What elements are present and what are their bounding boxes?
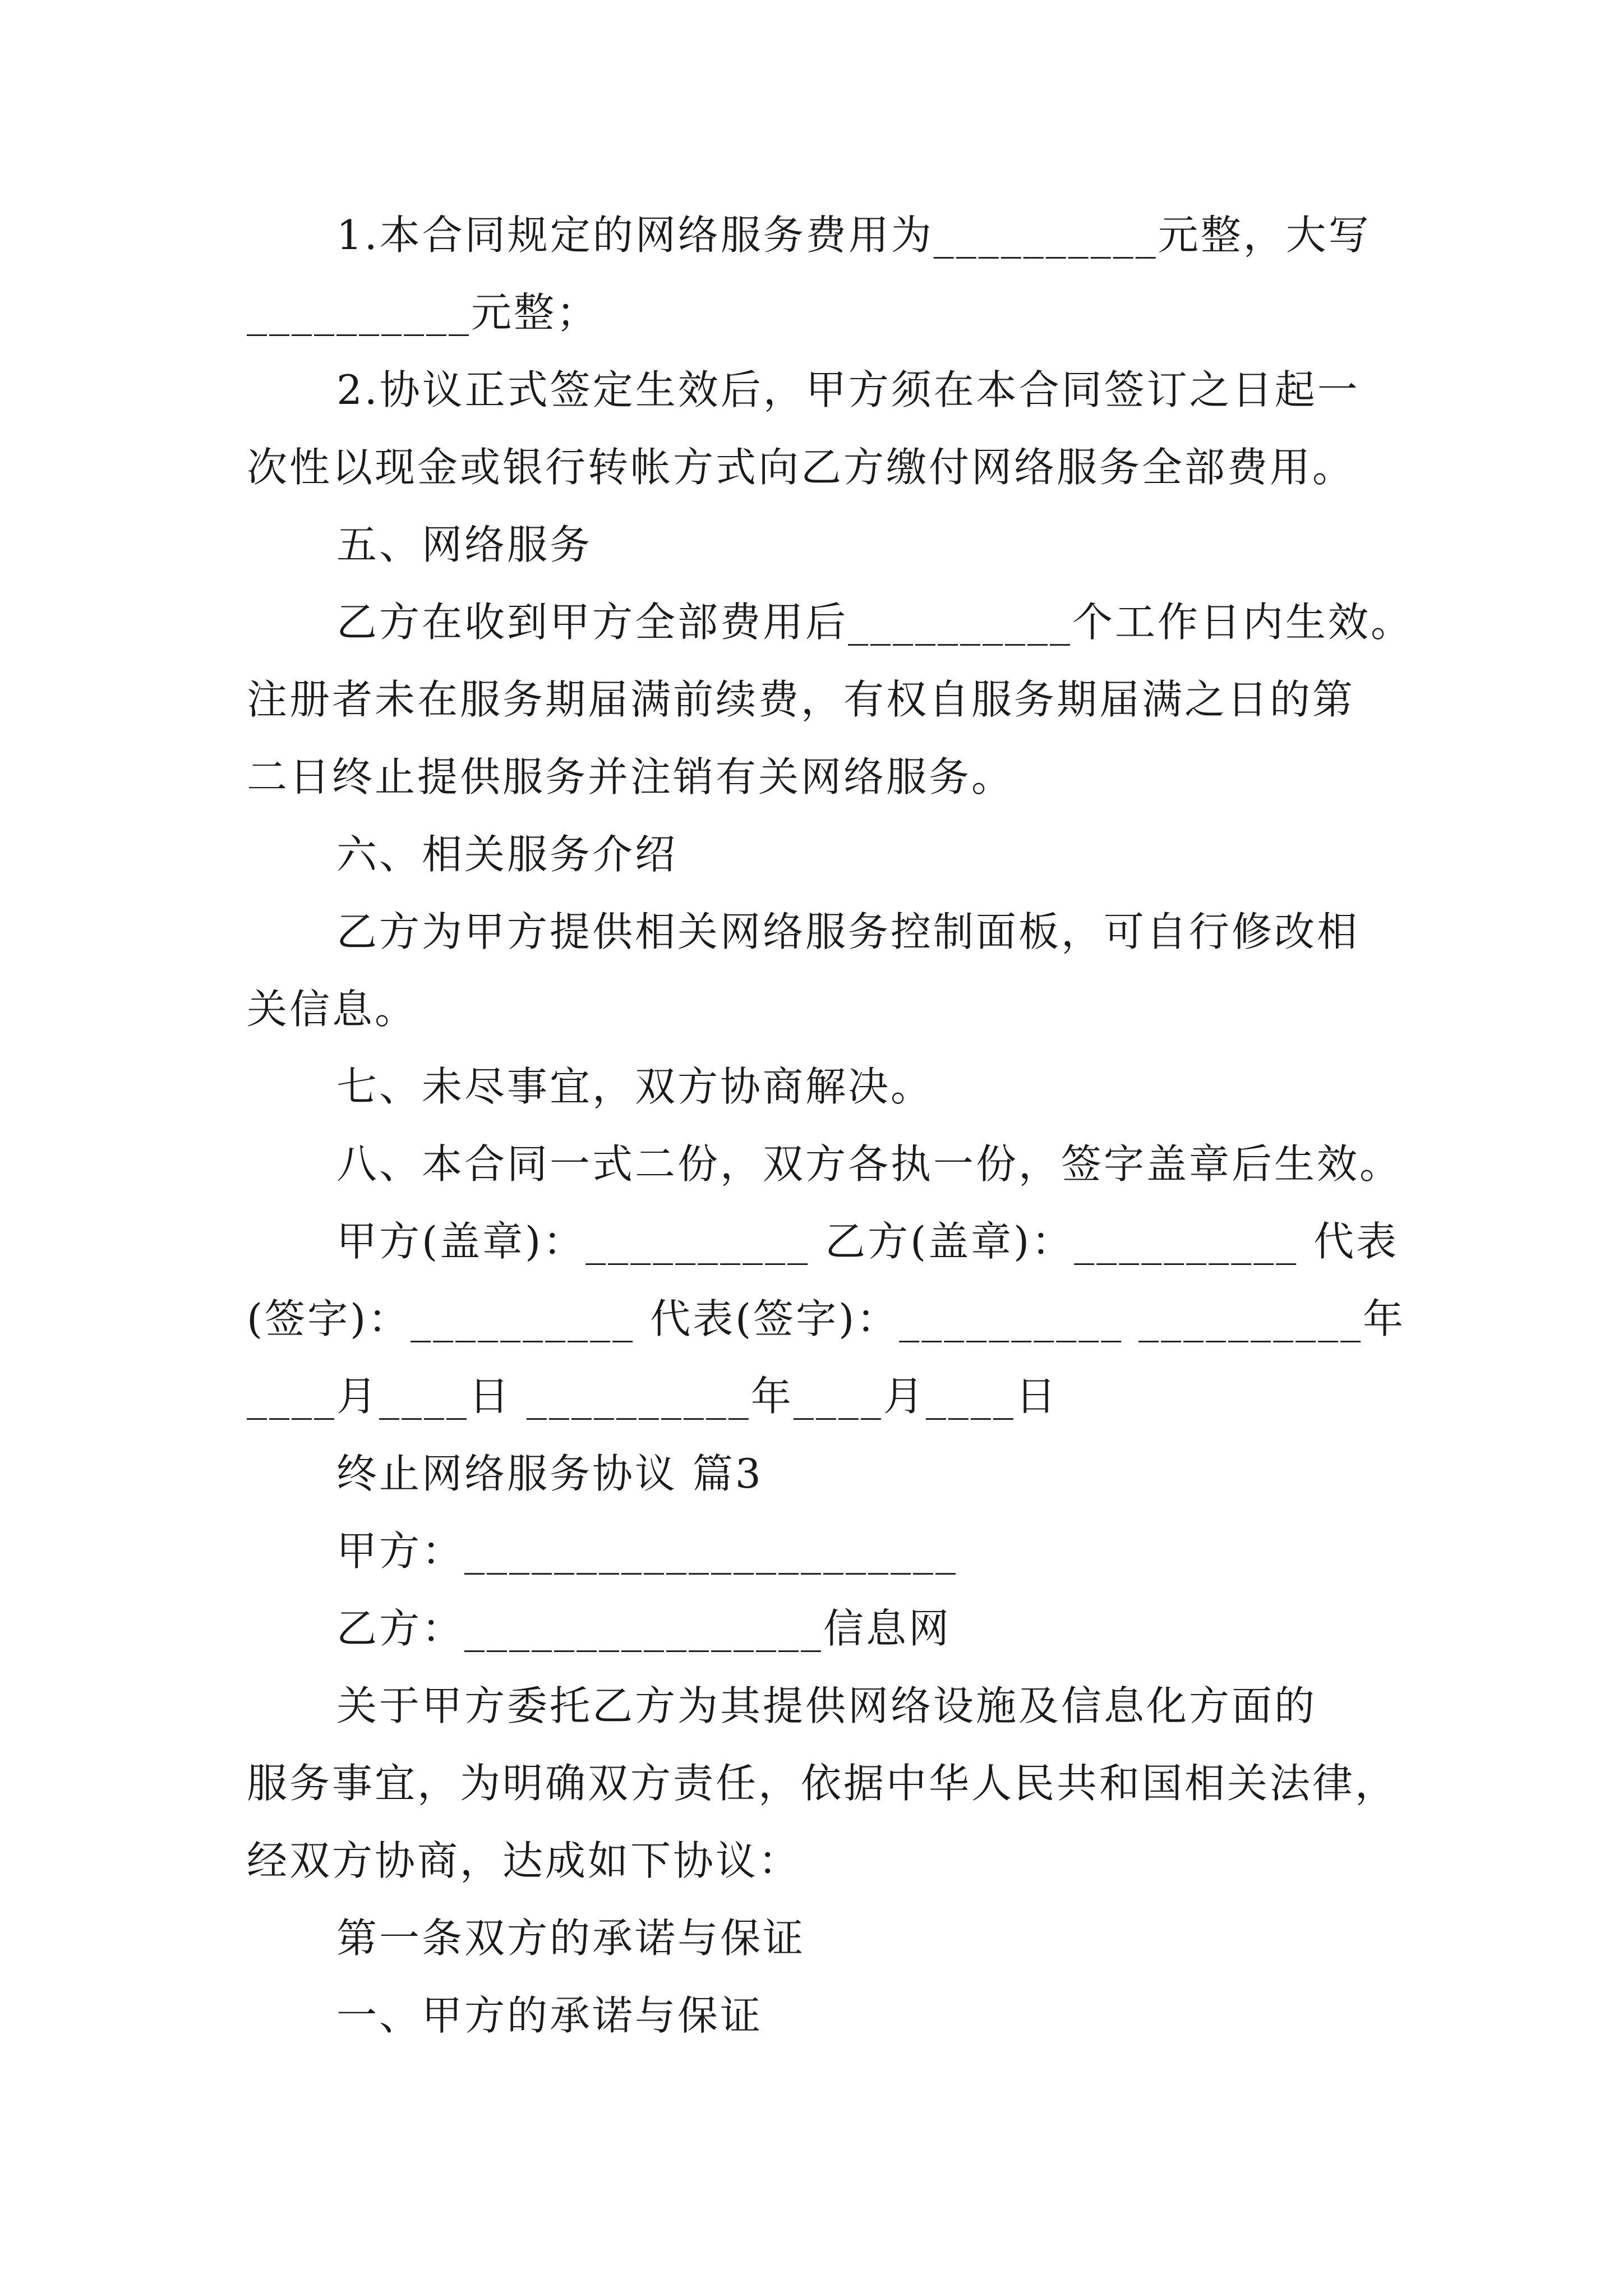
related-service-text: 乙方为甲方提供相关网络服务控制面板，可自行修改相 bbox=[336, 908, 1360, 955]
payment-clause-1-cont: __________元整； bbox=[247, 289, 600, 336]
article-1-heading: 第一条双方的承诺与保证 bbox=[336, 1915, 806, 1962]
party-a-line: 甲方：______________________ bbox=[336, 1527, 958, 1575]
payment-clause-2-cont: 次性以现金或银行转帐方式向乙方缴付网络服务全部费用。 bbox=[247, 444, 1355, 491]
signature-line-1: 甲方(盖章)：__________ 乙方(盖章)：__________ 代表 bbox=[336, 1218, 1399, 1265]
document-page bbox=[247, 196, 1414, 2054]
section-heading-network-service: 五、网络服务 bbox=[336, 521, 593, 568]
party-b-line: 乙方：________________信息网 bbox=[336, 1605, 952, 1652]
preamble-text: 关于甲方委托乙方为其提供网络设施及信息化方面的 bbox=[336, 1682, 1317, 1729]
related-service-text-cont: 关信息。 bbox=[247, 986, 418, 1033]
network-service-text: 乙方在收到甲方全部费用后__________个工作日内生效。 bbox=[336, 599, 1414, 646]
network-service-text-cont-1: 注册者未在服务期届满前续费，有权自服务期届满之日的第 bbox=[247, 676, 1355, 723]
preamble-text-cont-1: 服务事宜，为明确双方责任，依据中华人民共和国相关法律， bbox=[247, 1760, 1398, 1807]
party-a-commitments-heading: 一、甲方的承诺与保证 bbox=[336, 1992, 763, 2039]
section-8-text: 八、本合同一式二份，双方各执一份，签字盖章后生效。 bbox=[336, 1140, 1403, 1188]
section-heading-related-service: 六、相关服务介绍 bbox=[336, 831, 678, 878]
agreement-title: 终止网络服务协议 篇3 bbox=[336, 1450, 763, 1497]
payment-clause-2: 2.协议正式签定生效后，甲方须在本合同签订之日起一 bbox=[336, 366, 1360, 413]
section-7-text: 七、未尽事宜，双方协商解决。 bbox=[336, 1063, 934, 1110]
network-service-text-cont-2: 二日终止提供服务并注销有关网络服务。 bbox=[247, 753, 1015, 800]
preamble-text-cont-2: 经双方协商，达成如下协议： bbox=[247, 1837, 801, 1884]
payment-clause-1: 1.本合同规定的网络服务费用为__________元整，大写 bbox=[336, 211, 1371, 259]
signature-line-2: (签字)：__________ 代表(签字)：__________ __________年 bbox=[247, 1295, 1406, 1342]
signature-date-line: ____月____日 __________年____月____日 bbox=[247, 1373, 1058, 1420]
